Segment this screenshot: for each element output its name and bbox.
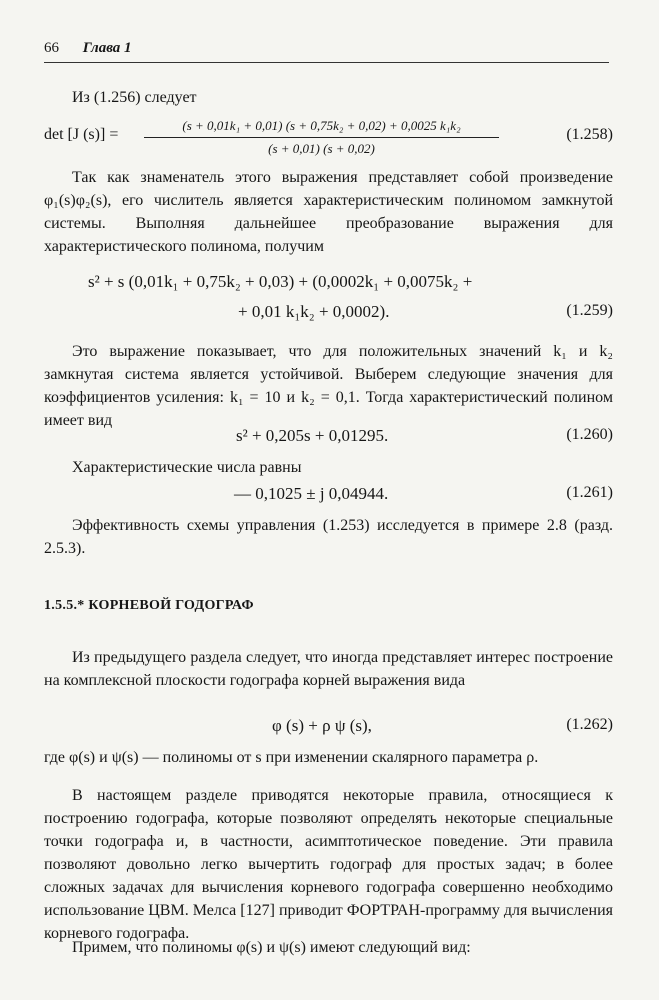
paragraph-8: Примем, что полиномы φ(s) и ψ(s) имеют следующий вид:: [72, 939, 471, 956]
eq-1-261: — 0,1025 ± j 0,04944.: [234, 484, 389, 503]
chapter-title: Глава 1: [82, 40, 132, 56]
paragraph-7: В настоящем разделе приводятся некоторые правила, относящиеся к построению годографа, которые позволяют определять некоторые специальные точки годографа и, в частности, асимптотическое поведение. Эти правила позволяют довольно легко вычертить годограф для простых задач; в более сложных задачах для вычисления корневого годографа совершенно необходимо использование ЦВМ. Мелса [127] приводит ФОРТРАН-программу для вычисления корневого годографа.: [44, 787, 613, 942]
paragraph-1: Так как знаменатель этого выражения представляет собой произведение φ₁(s)φ₂(s), его числитель является характеристическим полиномом замкнутой системы. Выполняя дальнейшее преобразование выражения для характеристического полинома, получим: [44, 169, 613, 255]
paragraph-6: где φ(s) и ψ(s) — полиномы от s при изменении скалярного параметра ρ.: [44, 749, 539, 766]
intro-line: Из (1.256) следует: [72, 89, 197, 106]
eq-1-258-numerator: (s + 0,01k₁ + 0,01) (s + 0,75k₂ + 0,02) + 0,0025 k₁k₂: [144, 118, 499, 138]
eq-1-258-denominator: (s + 0,01) (s + 0,02): [268, 141, 375, 156]
page-number: 66: [44, 40, 59, 56]
eq-1-259-line-1: s² + s (0,01k₁ + 0,75k₂ + 0,03) + (0,0002k₁ + 0,0075k₂ +: [88, 272, 473, 291]
eq-1-261-number: (1.261): [566, 484, 613, 501]
eq-1-258-lhs: det [J (s)] =: [44, 126, 119, 143]
eq-1-262: φ (s) + ρ ψ (s),: [272, 716, 372, 735]
eq-1-262-number: (1.262): [566, 716, 613, 733]
eq-1-258-fraction: [144, 118, 499, 157]
paragraph-3: Характеристические числа равны: [72, 459, 302, 476]
eq-1-258-number: (1.258): [566, 126, 613, 143]
section-heading: 1.5.5.* КОРНЕВОЙ ГОДОГРАФ: [44, 598, 254, 613]
running-header: [44, 40, 609, 63]
eq-1-260: s² + 0,205s + 0,01295.: [236, 426, 389, 445]
eq-1-259-number: (1.259): [566, 302, 613, 319]
paragraph-5: Из предыдущего раздела следует, что иногда представляет интерес построение на комплексной плоскости годографа корней выражения вида: [44, 649, 613, 689]
paragraph-2: Это выражение показывает, что для положительных значений k₁ и k₂ замкнутая система является устойчивой. Выберем следующие значения для коэффициентов усиления: k₁ = 10 и k₂ = 0,1. Тогда характеристический полином имеет вид: [44, 343, 613, 429]
paragraph-4: Эффективность схемы управления (1.253) исследуется в примере 2.8 (разд. 2.5.3).: [44, 517, 613, 557]
eq-1-259-line-2: + 0,01 k₁k₂ + 0,0002).: [238, 302, 390, 321]
eq-1-260-number: (1.260): [566, 426, 613, 443]
